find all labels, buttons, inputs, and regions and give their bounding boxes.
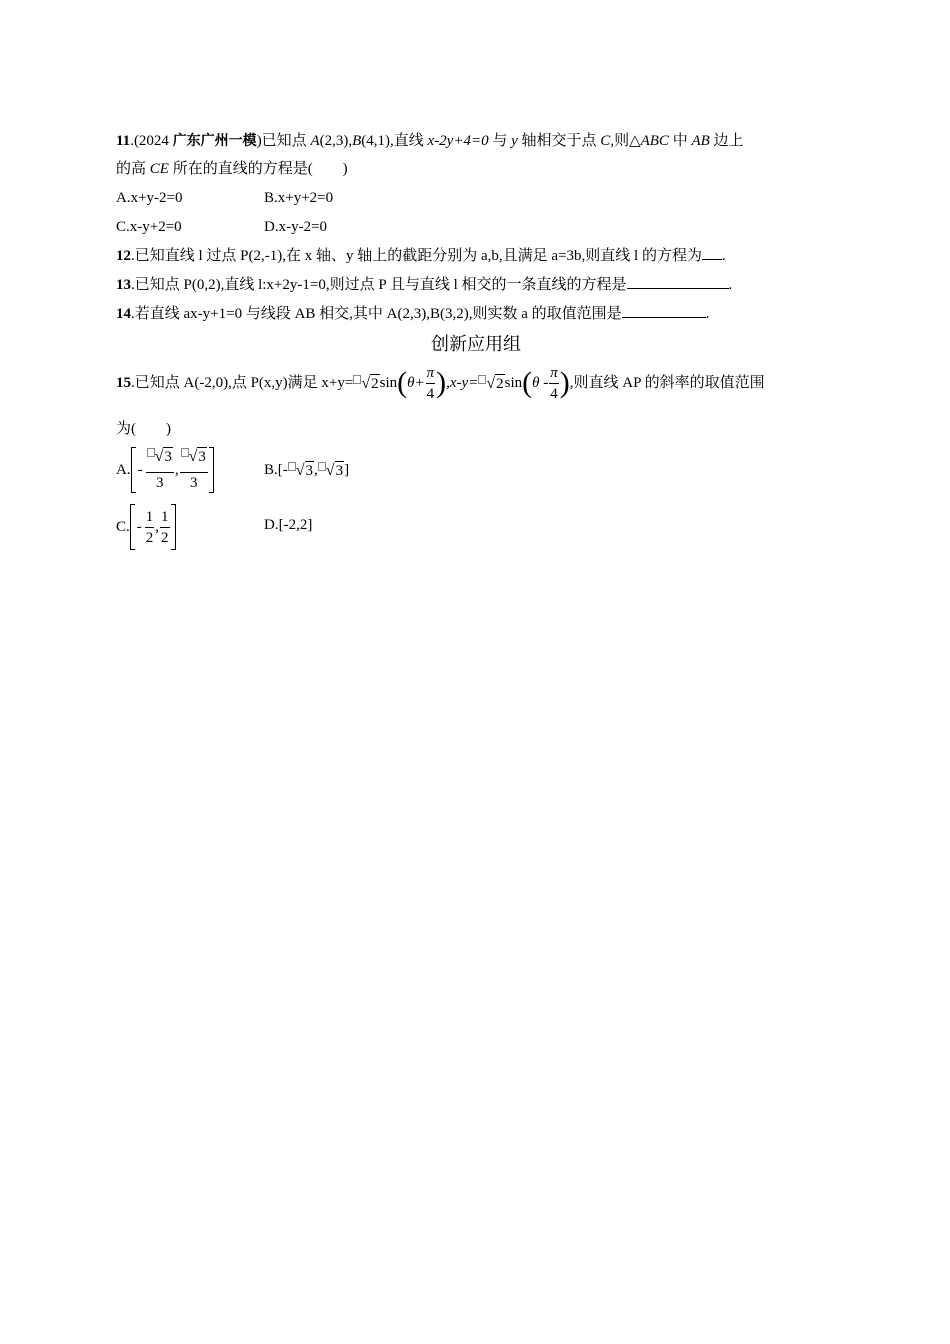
q11-y: y (511, 133, 518, 149)
q13-answer-blank[interactable] (627, 274, 729, 289)
q11-text6: 边上 (709, 133, 744, 149)
q15-p2: ,x-y= (446, 375, 479, 391)
q15-optA-rad-2 (181, 447, 207, 466)
q11-CE: CE (149, 161, 169, 177)
q15-optC-num2: 1 (160, 507, 170, 528)
q11-text1: )已知点 (256, 133, 311, 149)
sqrt-icon: √ (361, 374, 371, 392)
q11-text2: 与 (488, 133, 512, 149)
q15-optA-frac-1 (146, 447, 174, 493)
q15-optA-label: A. (116, 462, 131, 478)
q12-end: . (721, 248, 726, 264)
q11-AB: AB (691, 133, 710, 149)
q15-radical-1 (353, 374, 379, 393)
sqrt-icon: √ (325, 461, 335, 479)
q15-number: 15 (116, 375, 131, 391)
q15-optA-comma: , (174, 462, 179, 478)
q11-line2b: 所在的直线的方程是( ) (168, 161, 348, 177)
q15-optC-frac-2 (160, 507, 170, 548)
q15-option-a[interactable] (116, 445, 214, 495)
q11-option-d[interactable]: D.x-y-2=0 (264, 219, 328, 235)
left-paren-icon: ( (522, 366, 533, 399)
q14-line (116, 303, 709, 324)
q15-p1: .已知点 A(-2,0),点 P(x,y)满足 x+y= (131, 375, 354, 391)
q11-A: A (310, 133, 320, 149)
sqrt-icon: √ (154, 448, 164, 465)
q11-number: 11 (116, 133, 131, 149)
left-paren-icon: ( (397, 366, 408, 399)
q15-sin1: sin (379, 375, 398, 391)
q15-optA-frac-2 (180, 447, 208, 493)
q11-Acoord: (2,3), (319, 133, 353, 149)
q15-p3: ,则直线 AP 的斜率的取值范围 (569, 375, 765, 391)
q11-ABC: ABC (640, 133, 669, 149)
q15-optA-rad1: 3 (164, 449, 172, 465)
q11-option-a[interactable]: A.x+y-2=0 (116, 190, 183, 206)
q15-optC-minus: - (136, 519, 142, 535)
q15-optB-rad2: 3 (335, 462, 344, 479)
section-title: 创新应用组 (431, 334, 521, 355)
right-paren-icon: ) (436, 366, 447, 399)
q15-optC-frac-1 (145, 507, 155, 548)
q11-option-b[interactable]: B.x+y+2=0 (264, 190, 334, 206)
q14-end: . (705, 306, 710, 322)
q15-pi-a: π (426, 364, 435, 381)
q15-optB-rad-2 (318, 461, 344, 480)
sqrt-icon: √ (188, 448, 198, 465)
right-bracket-icon (209, 447, 214, 493)
q15-four-b: 4 (550, 385, 558, 402)
q15-pi-b: π (550, 364, 558, 381)
q15-optB-label: B.[- (264, 462, 288, 478)
q14-text: .若直线 ax-y+1=0 与线段 AB 相交,其中 A(2,3),B(3,2),则实数 a 的取值范围是 (131, 306, 622, 322)
radical-index-icon (353, 375, 361, 384)
q11-line2a: 的高 (116, 161, 150, 177)
q12-line (116, 245, 726, 266)
q15-optC-comma: , (155, 519, 160, 535)
q13-number: 13 (116, 277, 131, 293)
radical-index-icon (318, 462, 326, 471)
q15-optA-rad-1 (147, 447, 173, 466)
q15-frac-pi-4-b (549, 363, 559, 404)
sqrt-icon: √ (486, 374, 496, 392)
q11-Bcoord: (4,1),直线 (361, 133, 428, 149)
q15-theta1: θ+ (407, 375, 425, 391)
q12-answer-blank[interactable] (702, 245, 722, 260)
q12-number: 12 (116, 248, 131, 264)
q15-optA-minus: - (137, 462, 143, 478)
radical-index-icon (288, 462, 296, 471)
q15-rad2: 2 (496, 375, 504, 392)
q15-four-a: 4 (426, 385, 435, 402)
q15-optA-den2: 3 (190, 475, 198, 491)
q15-radical-2 (478, 374, 504, 393)
q15-optA-den1: 3 (155, 475, 164, 491)
q15-optC-den1: 2 (145, 529, 154, 546)
q15-line1 (116, 358, 765, 408)
q15-optB-rad1: 3 (305, 462, 314, 479)
radical-index-icon (478, 375, 486, 384)
radical-index-icon (181, 448, 189, 457)
radical-index-icon (147, 448, 155, 457)
q13-end: . (728, 277, 733, 293)
q15-sin2: sin (504, 375, 523, 391)
q11-line1 (116, 131, 744, 151)
q11-B: B (352, 133, 362, 149)
q13-line (116, 274, 732, 295)
q15-optB-end: ] (344, 462, 350, 478)
q15-frac-pi-4-a (426, 363, 436, 404)
q15-option-d[interactable]: D.[-2,2] (264, 517, 313, 533)
q11-text4: ,则△ (610, 133, 641, 149)
q11-text5: 中 (668, 133, 692, 149)
q11-option-c[interactable]: C.x-y+2=0 (116, 219, 182, 235)
q11-eq: x-2y+4=0 (427, 133, 489, 149)
sqrt-icon: √ (295, 461, 305, 479)
q15-optB-comma: , (314, 462, 318, 478)
q11-text3: 轴相交于点 (517, 133, 601, 149)
q15-optC-label: C. (116, 519, 130, 535)
q14-answer-blank[interactable] (622, 303, 706, 318)
q15-option-b[interactable] (264, 455, 349, 485)
q14-number: 14 (116, 306, 131, 322)
q12-text: .已知直线 l 过点 P(2,-1),在 x 轴、y 轴上的截距分别为 a,b,且满足 a=3b,则直线 l 的方程为 (131, 248, 702, 264)
q11-C: C (600, 133, 611, 149)
left-bracket-icon (130, 504, 135, 550)
q15-theta2: θ - (532, 375, 549, 391)
q15-optA-rad2: 3 (198, 449, 206, 465)
q15-optC-num1: 1 (145, 507, 155, 528)
left-bracket-icon (131, 447, 136, 493)
q11-source: 广东广州一模 (172, 133, 257, 149)
q13-text: .已知点 P(0,2),直线 l:x+2y-1=0,则过点 P 且与直线 l 相交的一条直线的方程是 (131, 277, 627, 293)
q15-rad1: 2 (371, 375, 379, 392)
q11-line2 (116, 159, 348, 179)
right-paren-icon: ) (559, 366, 570, 399)
q11-pre: .(2024 (130, 133, 173, 149)
right-bracket-icon (171, 504, 176, 550)
q15-line2: 为( ) (116, 421, 171, 437)
q15-optC-den2: 2 (161, 529, 169, 546)
q15-option-c[interactable] (116, 502, 176, 552)
q15-optB-rad-1 (288, 461, 314, 480)
